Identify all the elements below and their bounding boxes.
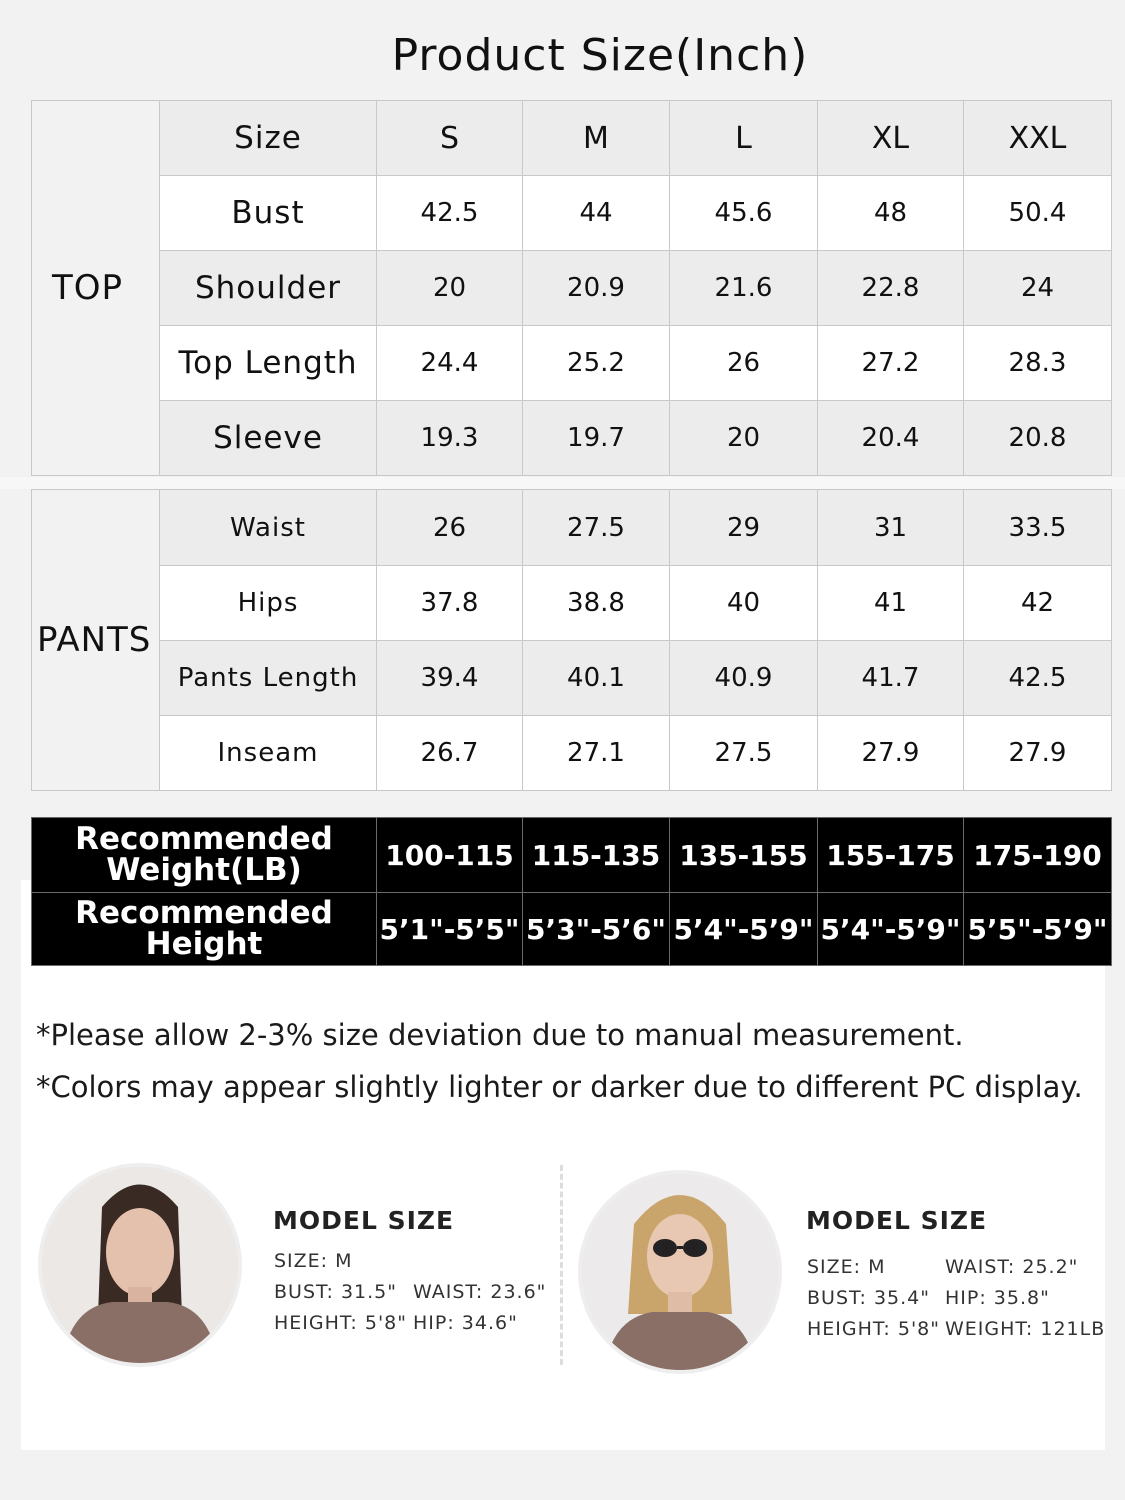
size-header-xxl: XXL [964,101,1112,176]
note-color-display: *Colors may appear slightly lighter or darker due to different PC display. [36,1070,1083,1104]
recommended-weight-row [32,818,1112,893]
model-photo-2 [578,1170,782,1374]
table-cell: 22.8 [818,251,964,326]
model-1-size: SIZE: M [274,1250,353,1272]
table-cell: 20.9 [523,251,670,326]
table-cell: 20 [377,251,523,326]
height-cell: 5’4"-5’9" [670,893,818,966]
table-cell: 27.5 [670,716,818,791]
model-size-title-2: MODEL SIZE [806,1206,988,1235]
recommended-height-row [32,893,1112,966]
row-label-pants-length: Pants Length [160,641,377,716]
note-size-deviation: *Please allow 2-3% size deviation due to manual measurement. [36,1018,964,1052]
model-size-title-1: MODEL SIZE [273,1206,455,1235]
table-cell: 20.8 [964,401,1112,476]
table-cell: 42.5 [377,176,523,251]
table-cell: 41 [818,566,964,641]
model-1-height: HEIGHT: 5'8" [274,1312,408,1334]
table-cell: 29 [670,490,818,566]
section-gap [0,477,1125,489]
model-2-hip: HIP: 35.8" [945,1287,1050,1309]
row-label-sleeve: Sleeve [160,401,377,476]
table-cell: 39.4 [377,641,523,716]
recommended-weight-label: Recommended Weight(LB) [32,818,377,893]
table-row [32,716,1112,791]
table-cell: 31 [818,490,964,566]
table-cell: 41.7 [818,641,964,716]
table-row [32,326,1112,401]
height-cell: 5’5"-5’9" [964,893,1112,966]
model-divider [560,1165,563,1365]
table-cell: 45.6 [670,176,818,251]
table-cell: 33.5 [964,490,1112,566]
table-row [32,641,1112,716]
table-cell: 25.2 [523,326,670,401]
top-size-table [31,100,1112,476]
table-cell: 26 [377,490,523,566]
table-cell: 38.8 [523,566,670,641]
model-illustration-2 [582,1174,778,1370]
pants-size-table [31,489,1112,791]
table-row [32,566,1112,641]
model-1-hip: HIP: 34.6" [413,1312,518,1334]
table-cell: 20.4 [818,401,964,476]
row-label-inseam: Inseam [160,716,377,791]
table-cell: 27.5 [523,490,670,566]
table-cell: 19.7 [523,401,670,476]
table-cell: 44 [523,176,670,251]
weight-cell: 115-135 [523,818,670,893]
table-cell: 27.1 [523,716,670,791]
table-cell: 19.3 [377,401,523,476]
model-2-size: SIZE: M [807,1256,886,1278]
table-cell: 50.4 [964,176,1112,251]
table-cell: 27.9 [818,716,964,791]
size-header-s: S [377,101,523,176]
model-2-waist: WAIST: 25.2" [945,1256,1079,1278]
model-1-bust: BUST: 31.5" [274,1281,398,1303]
table-cell: 37.8 [377,566,523,641]
weight-cell: 155-175 [818,818,964,893]
group-label-pants: PANTS [32,490,160,791]
table-cell: 48 [818,176,964,251]
recommended-height-label: Recommended Height [32,893,377,966]
height-cell: 5’4"-5’9" [818,893,964,966]
table-cell: 40 [670,566,818,641]
row-label-top-length: Top Length [160,326,377,401]
model-photo-1 [38,1163,242,1367]
size-header-row [32,101,1112,176]
size-header-xl: XL [818,101,964,176]
height-cell: 5’3"-5’6" [523,893,670,966]
group-label-top: TOP [32,101,160,476]
size-header-label: Size [160,101,377,176]
recommended-table [31,817,1112,966]
model-1-waist: WAIST: 23.6" [413,1281,547,1303]
table-cell: 21.6 [670,251,818,326]
table-row [32,401,1112,476]
table-row [32,251,1112,326]
table-row [32,490,1112,566]
height-cell: 5’1"-5’5" [377,893,523,966]
page-title: Product Size(Inch) [391,30,809,81]
row-label-bust: Bust [160,176,377,251]
model-2-weight: WEIGHT: 121LB [945,1318,1106,1340]
table-cell: 42 [964,566,1112,641]
table-cell: 40.1 [523,641,670,716]
size-header-m: M [523,101,670,176]
table-cell: 28.3 [964,326,1112,401]
model-2-bust: BUST: 35.4" [807,1287,931,1309]
table-cell: 20 [670,401,818,476]
row-label-waist: Waist [160,490,377,566]
row-label-shoulder: Shoulder [160,251,377,326]
table-row [32,176,1112,251]
model-illustration-1 [42,1167,238,1363]
table-cell: 26.7 [377,716,523,791]
weight-cell: 100-115 [377,818,523,893]
table-cell: 26 [670,326,818,401]
size-header-l: L [670,101,818,176]
table-cell: 24.4 [377,326,523,401]
table-cell: 27.2 [818,326,964,401]
table-cell: 27.9 [964,716,1112,791]
weight-cell: 135-155 [670,818,818,893]
table-cell: 42.5 [964,641,1112,716]
table-cell: 24 [964,251,1112,326]
table-cell: 40.9 [670,641,818,716]
model-2-height: HEIGHT: 5'8" [807,1318,941,1340]
row-label-hips: Hips [160,566,377,641]
weight-cell: 175-190 [964,818,1112,893]
